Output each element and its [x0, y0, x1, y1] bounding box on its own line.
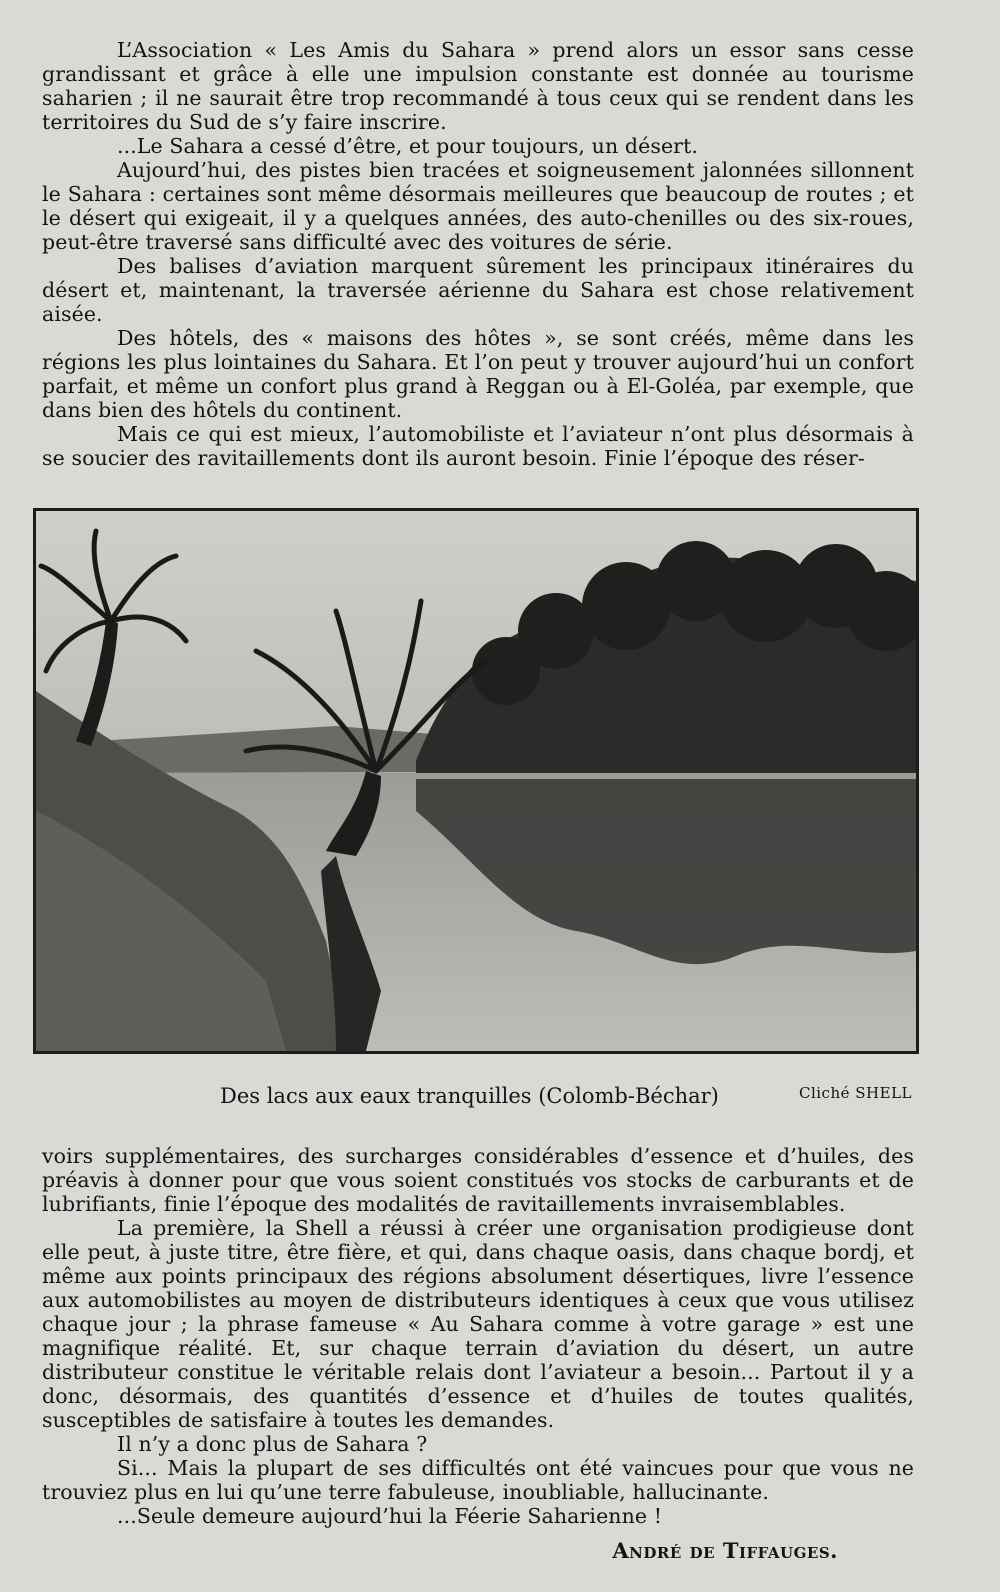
- author-signature: André de Tiffauges.: [612, 1538, 838, 1563]
- paragraph: Il n’y a donc plus de Sahara ?: [117, 1432, 428, 1456]
- paragraph: Mais ce qui est mieux, l’automobiliste et l’aviateur n’ont plus désormais à se soucier des ravitaillements dont ils auront besoin. Finie l’époque des réser-: [42, 422, 914, 470]
- photo-caption: Des lacs aux eaux tranquilles (Colomb-Béchar): [220, 1084, 719, 1108]
- paragraph: Des balises d’aviation marquent sûrement les principaux itinéraires du désert et, maintenant, la traversée aérienne du Sahara est chose relativement aisée.: [42, 254, 914, 326]
- oasis-lake-photo: [33, 508, 919, 1054]
- paragraph: Aujourd’hui, des pistes bien tracées et soigneusement jalonnées sillonnent le Sahara : certaines sont même désormais meilleures que beaucoup de routes ; et le désert qui exigeait, il y a quelques années, des auto-chenilles ou des six-roues, peut-être traversé sans difficulté avec des voitures de série.: [42, 158, 914, 254]
- paragraph: voirs supplémentaires, des surcharges considérables d’essence et d’huiles, des préavis à donner pour que vous soient constitués vos stocks de carburants et de lubrifiants, finie l’époque des modalités de ravitaillements invraisemblables.: [42, 1144, 914, 1216]
- paragraph: La première, la Shell a réussi à créer une organisation prodigieuse dont elle peut, à juste titre, être fière, et qui, dans chaque oasis, dans chaque bordj, et même aux points principaux des régions absolument désertiques, livre l’essence aux automobilistes au moyen de distributeurs identiques à ceux que vous utilisez chaque jour ; la phrase fameuse « Au Sahara comme à votre garage » est une magnifique réalité. Et, sur chaque terrain d’aviation du désert, un autre distributeur constitue le véritable relais dont l’aviateur a besoin... Partout il y a donc, désormais, des quantités d’essence et d’huiles de toutes qualités, susceptibles de satisfaire à toutes les demandes.: [42, 1216, 914, 1432]
- article-text-bottom: [42, 1144, 914, 1528]
- paragraph: Si... Mais la plupart de ses difficultés ont été vaincues pour que vous ne trouviez plus en lui qu’une terre fabuleuse, inoubliable, hallucinante.: [42, 1456, 914, 1504]
- photo-credit: Cliché SHELL: [798, 1084, 912, 1102]
- paragraph: ...Seule demeure aujourd’hui la Féerie Saharienne !: [117, 1504, 663, 1528]
- photo-illustration: [36, 511, 916, 1051]
- paragraph: Des hôtels, des « maisons des hôtes », se sont créés, même dans les régions les plus lointaines du Sahara. Et l’on peut y trouver aujourd’hui un confort parfait, et même un confort plus grand à Reggan ou à El-Goléa, par exemple, que dans bien des hôtels du continent.: [42, 326, 914, 422]
- article-text-top: [42, 38, 914, 470]
- paragraph: L’Association « Les Amis du Sahara » prend alors un essor sans cesse grandissant et grâce à elle une impulsion constante est donnée au tourisme saharien ; il ne saurait être trop recommandé à tous ceux qui se rendent dans les territoires du Sud de s’y faire inscrire.: [42, 38, 914, 134]
- paragraph: ...Le Sahara a cessé d’être, et pour toujours, un désert.: [117, 134, 699, 158]
